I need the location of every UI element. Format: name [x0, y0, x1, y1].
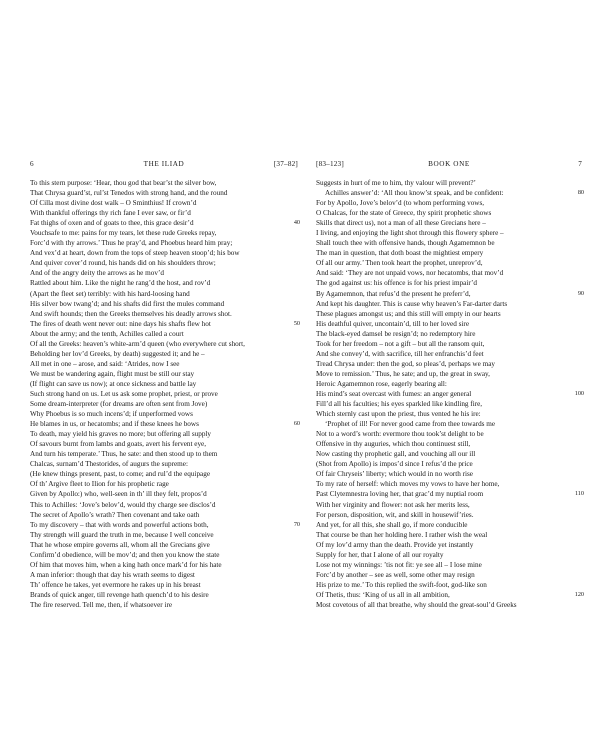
- verse-line: [316, 409, 582, 419]
- verse-line-text: Why Phoebus is so much incens’d; if unperformed vows: [30, 410, 193, 419]
- verse-line-text: Move to remission.’ Thus, he sate; and up, the great in sway,: [316, 369, 490, 378]
- verse-line: [316, 339, 582, 349]
- verse-line-text: Of Cilla most divine dost walk – O Sminthius! If crown’d: [30, 199, 197, 208]
- verse-line: [30, 198, 298, 208]
- verse-line-text: His silver bow twang’d; and his shafts did first the mules command: [30, 299, 225, 308]
- verse-line-text: Forc’d by another – see as well, some other may resign: [316, 570, 475, 579]
- verse-line: [316, 359, 582, 369]
- line-number: 80: [577, 189, 584, 197]
- verse-line: [316, 530, 582, 540]
- verse-line-text: We must be wandering again, flight must be still our stay: [30, 369, 195, 378]
- verse-line-text: The secret of Apollo’s wrath? Then covenant and take oath: [30, 510, 200, 519]
- verse-line: [316, 540, 582, 550]
- verse-line-text: And swift hounds; then the Greeks themselves his deadly arrows shot.: [30, 309, 232, 318]
- verse-line-text: To death, may yield his graves no more; but offering all supply: [30, 430, 212, 439]
- verse-line-text: That he whose empire governs all, whom all the Grecians give: [30, 540, 210, 549]
- verse-line-text: And yet, for all this, she shall go, if more conducible: [316, 520, 468, 529]
- verse-line: [316, 469, 582, 479]
- verse-line: [316, 510, 582, 520]
- verse-line: [316, 500, 582, 510]
- verse-line-text: And vex’d at heart, down from the tops of steep heaven stoop’d; his bow: [30, 249, 240, 258]
- verse-line: [316, 238, 582, 248]
- verse-line: [30, 369, 298, 379]
- verse-line: [30, 459, 298, 469]
- verse-line-text: For by Apollo, Jove’s belov’d (to whom performing vows,: [316, 199, 485, 208]
- verse-line-text: Of Thetis, thus: ‘King of us all in all ambition,: [316, 590, 450, 599]
- left-page-number: 6: [30, 160, 34, 168]
- verse-line: [30, 248, 298, 258]
- verse-line-text: With thankful offerings thy rich fane I ever saw, or fir’d: [30, 209, 191, 218]
- verse-line-text: That course be than her holding here. I rather wish the weal: [316, 530, 488, 539]
- verse-line-text: The fires of death went never out: nine days his shafts flew hot: [30, 319, 211, 328]
- verse-line-text: Chalcas, surnam’d Thestorides, of augurs the supreme:: [30, 460, 188, 469]
- verse-line: [30, 278, 298, 288]
- verse-line: [316, 299, 582, 309]
- verse-line: [316, 399, 582, 409]
- verse-line-text: (He knew things present, past, to come; and rul’d the equipage: [30, 470, 211, 479]
- verse-line-text: Now casting thy prophetic gall, and vouching all our ill: [316, 450, 476, 459]
- line-number: 40: [293, 219, 300, 227]
- line-number: 120: [574, 590, 584, 598]
- verse-line: [30, 258, 298, 268]
- verse-line: [30, 218, 298, 228]
- verse-line-text: Of my lov’d army than the death. Provide yet instantly: [316, 540, 474, 549]
- verse-line-text: Of th’ Argive fleet to Ilion for his prophetic rage: [30, 480, 169, 489]
- verse-line-text: Achilles answer’d: ‘All thou know’st speak, and be confident:: [325, 189, 504, 198]
- verse-line: [30, 600, 298, 610]
- verse-line: [30, 540, 298, 550]
- verse-line-text: Forc’d with thy arrows.’ Thus he pray’d, and Phoebus heard him pray;: [30, 239, 233, 248]
- verse-line: [30, 389, 298, 399]
- verse-line: [30, 469, 298, 479]
- left-verse-block: [30, 178, 298, 610]
- verse-line-text: Brands of quick anger, till revenge hath quench’d to his desire: [30, 590, 209, 599]
- verse-line-text: Beholding her lov’d Greeks, by death) suggested it; and he –: [30, 349, 205, 358]
- verse-line-text: Took for her freedom – not a gift – but all the ransom quit,: [316, 339, 485, 348]
- verse-line: [316, 258, 582, 268]
- verse-line: [30, 500, 298, 510]
- verse-line-text: The god against us: his offence is for his priest impair’d: [316, 279, 478, 288]
- verse-line-text: Not to a word’s worth: evermore thou took’st delight to be: [316, 430, 484, 439]
- verse-line-text: His mind’s seat overcast with fumes: an anger general: [316, 389, 472, 398]
- verse-line-text: Fill’d all his faculties; his eyes sparkled like kindling fire,: [316, 400, 483, 409]
- verse-line: [316, 489, 582, 499]
- verse-line-text: Of savours burnt from lambs and goats, avert his fervent eye,: [30, 440, 207, 449]
- verse-line: [316, 309, 582, 319]
- verse-line-text: And she convey’d, with sacrifice, till her enfranchis’d feet: [316, 349, 484, 358]
- verse-line-text: I living, and enjoying the light shot through this flowery sphere –: [316, 229, 504, 238]
- verse-line: [316, 550, 582, 560]
- right-line-range: [83–123]: [316, 160, 344, 168]
- verse-line: [30, 530, 298, 540]
- verse-line-text: Of all the Greeks: heaven’s white-arm’d queen (who everywhere cut short,: [30, 339, 245, 348]
- verse-line: [316, 590, 582, 600]
- verse-line-text: Thy strength will guard the truth in me, because I well conceive: [30, 530, 214, 539]
- verse-line: [30, 208, 298, 218]
- verse-line-text: With her virginity and flower: not ask her merits less,: [316, 500, 470, 509]
- verse-line-text: The man in question, that doth boast the mightiest empery: [316, 249, 484, 258]
- left-running-title: THE ILIAD: [143, 160, 185, 168]
- verse-line-text: All met in one – arose, and said: ‘Atrides, now I see: [30, 359, 180, 368]
- verse-line: [30, 489, 298, 499]
- verse-line-text: (Apart the fleet set) terribly: with his hard-loosing hand: [30, 289, 190, 298]
- verse-line: [316, 419, 582, 429]
- verse-line: [316, 369, 582, 379]
- verse-line: [316, 198, 582, 208]
- verse-line-text: And quiver cover’d round, his hands did on his shoulders throw;: [30, 259, 216, 268]
- verse-line: [316, 188, 582, 198]
- verse-line-text: Most covetous of all that breathe, why should the great-soul’d Greeks: [316, 600, 517, 609]
- verse-line-text: Rattled about him. Like the night he rang’d the host, and rov’d: [30, 279, 211, 288]
- verse-line-text: That Chrysa guard’st, rul’st Tenedos with strong hand, and the round: [30, 189, 228, 198]
- verse-line: [30, 188, 298, 198]
- verse-line-text: Heroic Agamemnon rose, eagerly bearing all:: [316, 379, 447, 388]
- verse-line-text: For person, disposition, wit, and skill in housewif’ries.: [316, 510, 474, 519]
- verse-line: [316, 459, 582, 469]
- verse-line-text: Of him that moves him, when a king hath once mark’d for his hate: [30, 560, 222, 569]
- verse-line-text: Supply for her, that I alone of all our royalty: [316, 550, 444, 559]
- verse-line-text: And said: ‘They are not unpaid vows, nor hecatombs, that mov’d: [316, 269, 504, 278]
- left-running-header: [30, 160, 298, 174]
- verse-line-text: The fire reserved. Tell me, then, if whatsoever ire: [30, 600, 173, 609]
- verse-line-text: About the army; and the tenth, Achilles called a court: [30, 329, 184, 338]
- verse-line: [316, 429, 582, 439]
- verse-line: [316, 329, 582, 339]
- verse-line: [316, 349, 582, 359]
- verse-line: [30, 178, 298, 188]
- verse-line: [30, 429, 298, 439]
- verse-line-text: Of fair Chryseis’ liberty; which would in no worth rise: [316, 470, 473, 479]
- verse-line: [30, 399, 298, 409]
- verse-line-text: Vouchsafe to me: pains for my tears, let these rude Greeks repay,: [30, 229, 217, 238]
- verse-line: [30, 590, 298, 600]
- verse-line-text: And kept his daughter. This is cause why heaven’s Far-darter darts: [316, 299, 508, 308]
- verse-line: [316, 268, 582, 278]
- verse-line: [30, 479, 298, 489]
- verse-line: [316, 248, 582, 258]
- verse-line-text: Of all our army.’ Then took heart the prophet, unreprov’d,: [316, 259, 483, 268]
- verse-line: [316, 580, 582, 590]
- verse-line-text: (If flight can save us now); at once sickness and battle lay: [30, 379, 197, 388]
- verse-line: [30, 329, 298, 339]
- verse-line: [316, 278, 582, 288]
- verse-line: [316, 600, 582, 610]
- right-running-title: BOOK ONE: [428, 160, 470, 168]
- verse-line: [30, 520, 298, 530]
- line-number: 110: [574, 490, 584, 498]
- verse-line: [30, 449, 298, 459]
- verse-line-text: Past Clytemnestra loving her, that grac’d my nuptial room: [316, 490, 484, 499]
- line-number: 100: [574, 389, 584, 397]
- verse-line-text: To my discovery – that with words and powerful actions both,: [30, 520, 209, 529]
- verse-line: [316, 208, 582, 218]
- verse-line-text: (Shot from Apollo) is impos’d since I refus’d the price: [316, 460, 473, 469]
- verse-line-text: His deathful quiver, uncontain’d, till to her loved sire: [316, 319, 470, 328]
- verse-line-text: A man inferior: though that day his wrath seems to digest: [30, 570, 195, 579]
- verse-line-text: To my rate of herself: which moves my vows to have her home,: [316, 480, 500, 489]
- verse-line: [30, 339, 298, 349]
- verse-line: [30, 359, 298, 369]
- verse-line: [30, 570, 298, 580]
- verse-line-text: Confirm’d obedience, will be mov’d; and then you know the state: [30, 550, 220, 559]
- verse-line-text: Tread Chrysa under: then the god, so pleas’d, perhaps we may: [316, 359, 495, 368]
- verse-line: [316, 178, 582, 188]
- verse-line: [30, 580, 298, 590]
- left-line-range: [37–82]: [273, 160, 298, 168]
- verse-line: [30, 419, 298, 429]
- verse-line: [30, 309, 298, 319]
- verse-line: [30, 510, 298, 520]
- verse-line: [30, 289, 298, 299]
- verse-line: [30, 550, 298, 560]
- right-verse-block: [316, 178, 582, 610]
- verse-line: [30, 228, 298, 238]
- verse-line: [30, 409, 298, 419]
- verse-line: [316, 289, 582, 299]
- verse-line-text: Suggests in hurt of me to him, thy valour will prevent?’: [316, 179, 476, 187]
- verse-line-text: Lose not my winnings: ’tis not fit: ye see all – I lose mine: [316, 560, 482, 569]
- verse-line: [30, 379, 298, 389]
- verse-line-text: This to Achilles: ‘Jove’s belov’d, would thy charge see disclos’d: [30, 500, 216, 509]
- verse-line-text: Given by Apollo:) who, well-seen in th’ ill they felt, propos’d: [30, 490, 207, 499]
- verse-line-text: To this stern purpose: ‘Hear, thou god that bear’st the silver bow,: [30, 179, 217, 187]
- verse-line-text: Shall touch thee with offensive hands, though Agamemnon be: [316, 239, 495, 248]
- verse-line-text: His prize to me.’ To this replied the swift-foot, god-like son: [316, 580, 487, 589]
- verse-line-text: Some dream-interpreter (for dreams are often sent from Jove): [30, 400, 208, 409]
- verse-line: [316, 379, 582, 389]
- verse-line-text: The black-eyed damsel be resign’d; no redemptory hire: [316, 329, 476, 338]
- verse-line-text: By Agamemnon, that refus’d the present he preferr’d,: [316, 289, 471, 298]
- verse-line-text: Fat thighs of oxen and of goats to thee, this grace desir’d: [30, 219, 194, 228]
- verse-line: [30, 238, 298, 248]
- verse-line: [316, 439, 582, 449]
- verse-line: [316, 218, 582, 228]
- verse-line: [30, 268, 298, 278]
- verse-line-text: Which sternly cast upon the priest, thus vented he his ire:: [316, 410, 481, 419]
- verse-line: [316, 560, 582, 570]
- verse-line-text: And turn his temperate.’ Thus, he sate: and then stood up to them: [30, 450, 218, 459]
- left-page: [30, 160, 298, 610]
- verse-line: [316, 389, 582, 399]
- verse-line-text: Offensive in thy auguries, which thou continuest still,: [316, 440, 471, 449]
- verse-line: [30, 439, 298, 449]
- verse-line-text: Skills that direct us), not a man of all these Grecians here –: [316, 219, 486, 228]
- verse-line: [316, 449, 582, 459]
- verse-line-text: These plagues amongst us; and this still will empty in our hearts: [316, 309, 501, 318]
- verse-line: [30, 560, 298, 570]
- right-page-number: 7: [578, 160, 582, 168]
- verse-line: [316, 570, 582, 580]
- verse-line-text: Th’ offence he takes, yet evermore he rakes up in his breast: [30, 580, 201, 589]
- verse-line-text: ‘Prophet of ill! For never good came from thee towards me: [325, 420, 496, 429]
- verse-line: [30, 319, 298, 329]
- line-number: 90: [577, 289, 584, 297]
- right-running-header: [316, 160, 582, 174]
- line-number: 60: [293, 420, 300, 428]
- right-page: [316, 160, 582, 610]
- line-number: 70: [293, 520, 300, 528]
- verse-line-text: Such strong hand on us. Let us ask some prophet, priest, or prove: [30, 389, 218, 398]
- verse-line-text: He blames in us, or hecatombs; and if these knees he bows: [30, 420, 199, 429]
- verse-line: [316, 479, 582, 489]
- verse-line-text: O Chalcas, for the state of Greece, thy spirit prophetic shows: [316, 209, 492, 218]
- verse-line: [30, 349, 298, 359]
- line-number: 50: [293, 319, 300, 327]
- verse-line-text: And of the angry deity the arrows as he mov’d: [30, 269, 164, 278]
- verse-line: [316, 520, 582, 530]
- verse-line: [316, 319, 582, 329]
- verse-line: [316, 228, 582, 238]
- verse-line: [30, 299, 298, 309]
